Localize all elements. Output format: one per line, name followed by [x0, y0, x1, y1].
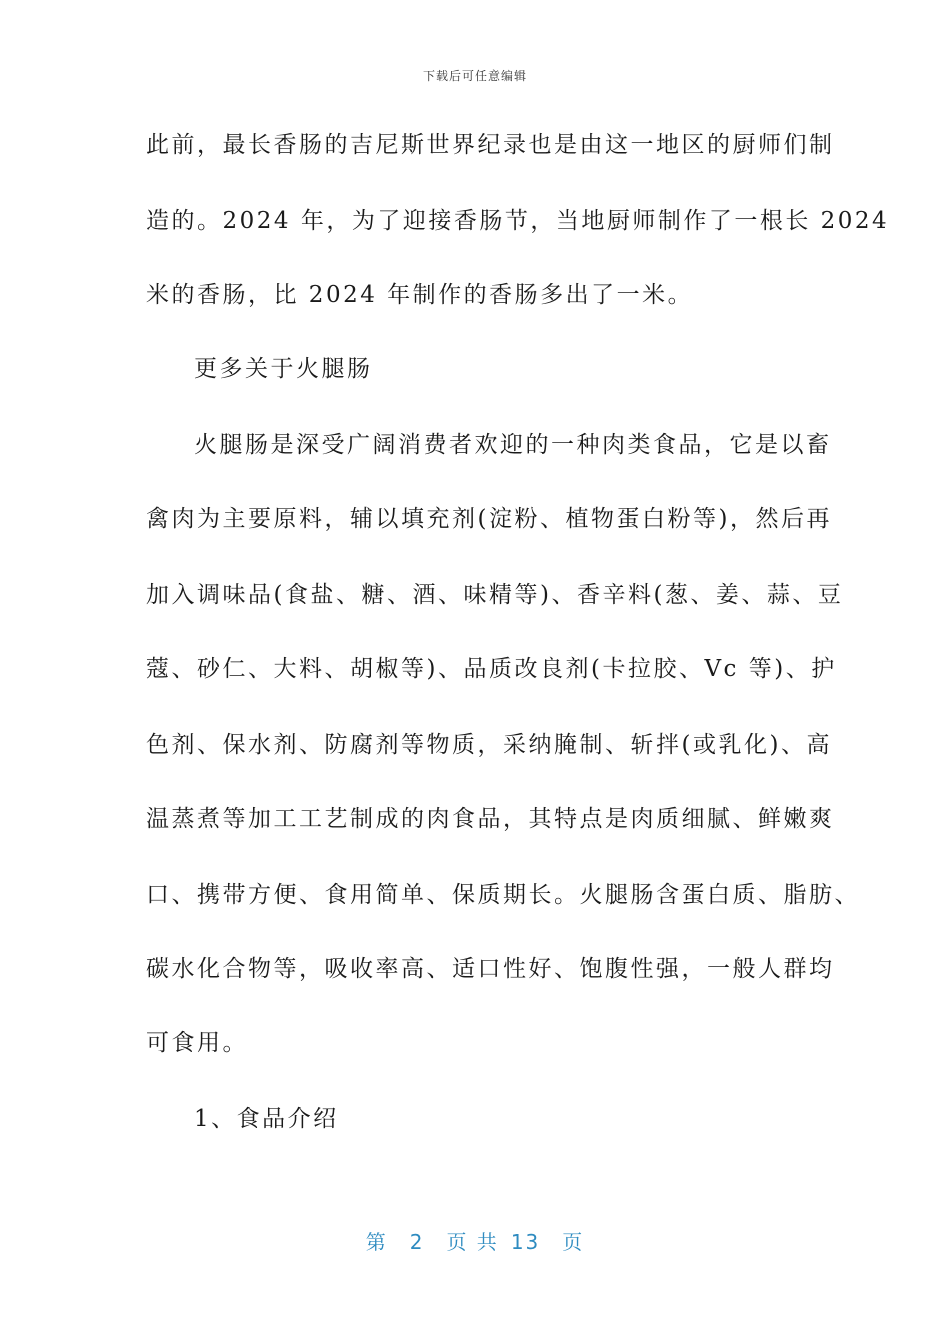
section-heading: 更多关于火腿肠 [194, 356, 373, 382]
paragraph-line: 造的。2024 年，为了迎接香肠节，当地厨师制作了一根长 2024 [146, 208, 890, 234]
footer-suffix: 页 [562, 1230, 585, 1254]
footer-middle: 页 共 [446, 1230, 499, 1254]
paragraph-line: 碳水化合物等，吸收率高、适口性好、饱腹性强，一般人群均 [146, 956, 835, 982]
paragraph-line: 米的香肠，比 2024 年制作的香肠多出了一米。 [146, 282, 694, 308]
footer-page-number: 2 [409, 1230, 425, 1254]
paragraph-line: 此前，最长香肠的吉尼斯世界纪录也是由这一地区的厨师们制 [146, 132, 835, 158]
paragraph-line: 温蒸煮等加工工艺制成的肉食品，其特点是肉质细腻、鲜嫩爽 [146, 806, 835, 832]
paragraph-line: 色剂、保水剂、防腐剂等物质，采纳腌制、斩拌(或乳化)、高 [146, 732, 832, 758]
paragraph-line: 禽肉为主要原料，辅以填充剂(淀粉、植物蛋白粉等)，然后再 [146, 506, 832, 532]
paragraph-line: 可食用。 [146, 1030, 248, 1056]
footer-total-pages: 13 [510, 1230, 541, 1254]
paragraph-line: 火腿肠是深受广阔消费者欢迎的一种肉类食品，它是以畜 [194, 432, 832, 458]
paragraph-line: 加入调味品(食盐、糖、酒、味精等)、香辛料(葱、姜、蒜、豆 [146, 582, 844, 608]
header-note: 下载后可任意编辑 [422, 69, 527, 83]
section-heading: 1、食品介绍 [194, 1106, 339, 1132]
page-footer [0, 1226, 950, 1255]
footer-prefix: 第 [365, 1230, 388, 1254]
paragraph-line: 口、携带方便、食用简单、保质期长。火腿肠含蛋白质、脂肪、 [146, 882, 860, 908]
paragraph-line: 蔻、砂仁、大料、胡椒等)、品质改良剂(卡拉胶、Vc 等)、护 [146, 656, 837, 682]
